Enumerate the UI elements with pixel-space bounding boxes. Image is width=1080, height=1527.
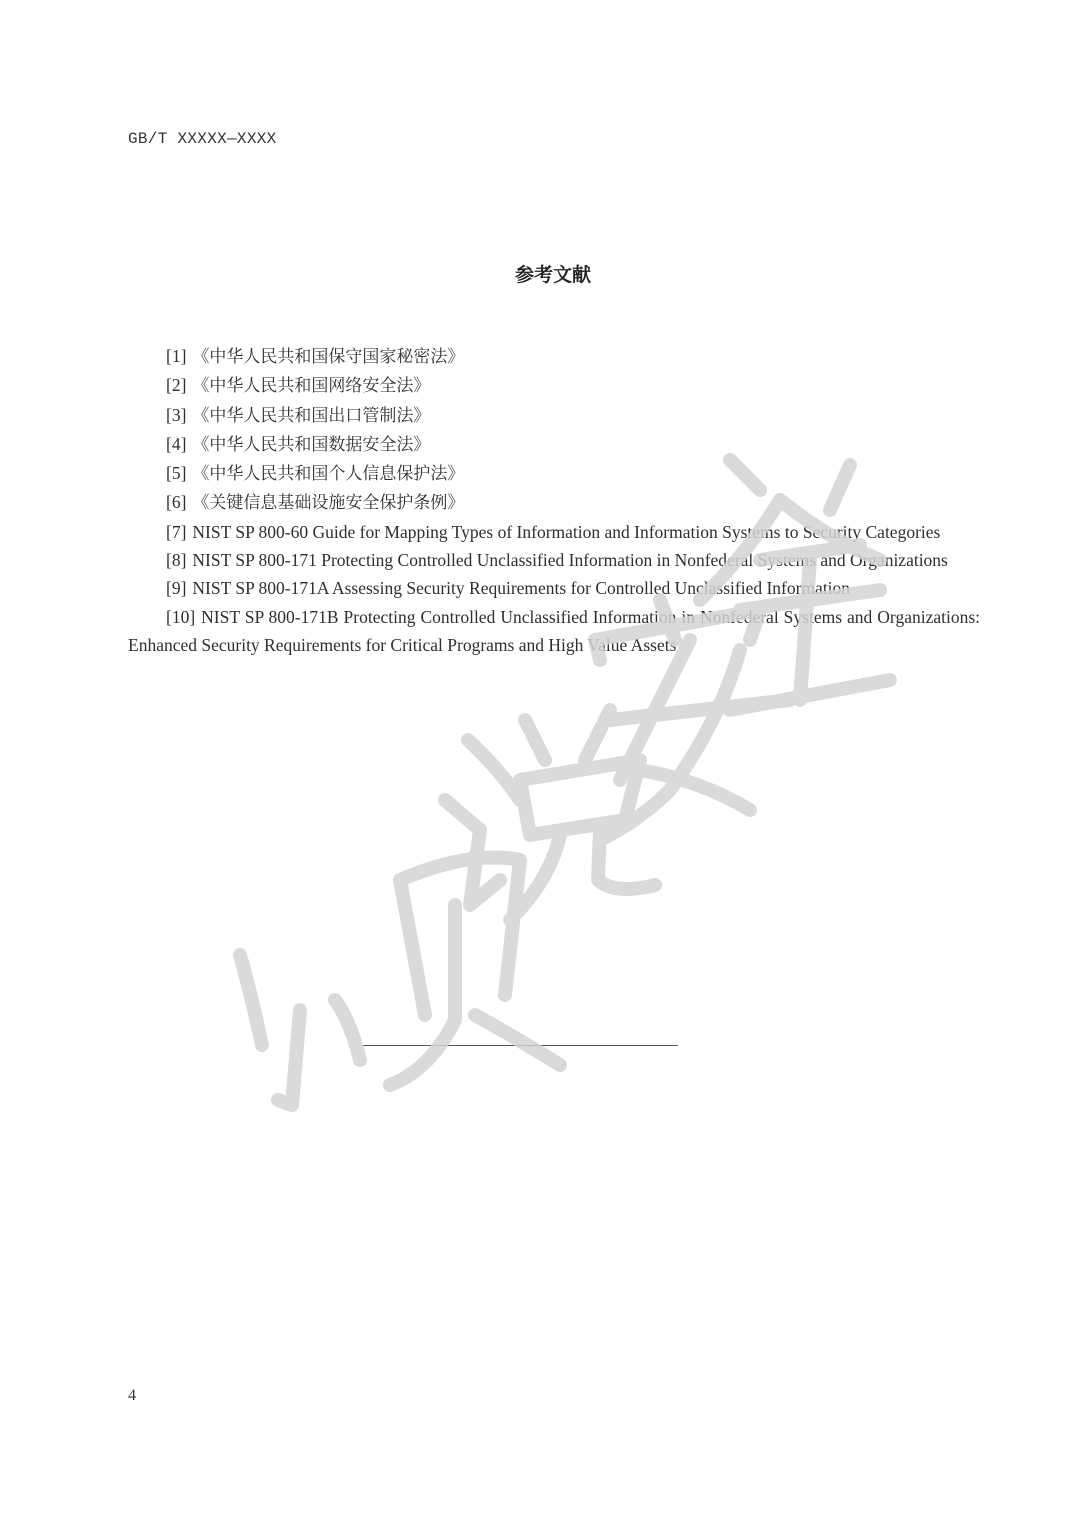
reference-item [128, 518, 980, 546]
reference-text: NIST SP 800-60 Guide for Mapping Types of Information and Information Systems to Security Categories [192, 521, 941, 542]
reference-number: [4] [166, 433, 187, 454]
reference-number: [5] [166, 463, 187, 484]
reference-item [128, 401, 980, 430]
reference-item [128, 603, 980, 660]
reference-number: [7] [166, 521, 187, 542]
reference-number: [3] [166, 404, 187, 425]
reference-item [128, 371, 980, 400]
reference-item [128, 430, 980, 459]
reference-item [128, 574, 980, 602]
reference-item [128, 342, 980, 371]
reference-item [128, 459, 980, 488]
reference-text: 《关键信息基础设施安全保护条例》 [192, 493, 465, 514]
reference-item [128, 546, 980, 574]
reference-number: [6] [166, 492, 187, 513]
reference-number: [8] [166, 550, 187, 571]
page-number: 4 [128, 1387, 136, 1404]
reference-item [128, 488, 980, 517]
reference-text: 《中华人民共和国数据安全法》 [192, 434, 431, 455]
reference-number: [9] [166, 578, 187, 599]
reference-list [128, 342, 980, 659]
page-title: 参考文献 [514, 264, 591, 286]
reference-text: NIST SP 800-171 Protecting Controlled Unclassified Information in Nonfederal Systems and Organizations [192, 550, 948, 571]
end-rule [363, 1045, 678, 1046]
reference-text: NIST SP 800-171B Protecting Controlled Unclassified Information in Nonfederal Systems and Organizations: Enhanced Security Requirements for Critical Programs and High Value Assets [128, 606, 980, 655]
standard-code: GB/T XXXXX—XXXX [128, 130, 277, 148]
reference-text: 《中华人民共和国网络安全法》 [192, 376, 431, 397]
reference-number: [10] [166, 606, 196, 627]
reference-text: NIST SP 800-171A Assessing Security Requirements for Controlled Unclassified Information [192, 578, 851, 599]
reference-number: [2] [166, 375, 187, 396]
reference-text: 《中华人民共和国保守国家秘密法》 [192, 347, 465, 367]
reference-text: 《中华人民共和国出口管制法》 [192, 405, 431, 426]
reference-text: 《中华人民共和国个人信息保护法》 [192, 464, 465, 485]
reference-number: [1] [166, 346, 187, 366]
